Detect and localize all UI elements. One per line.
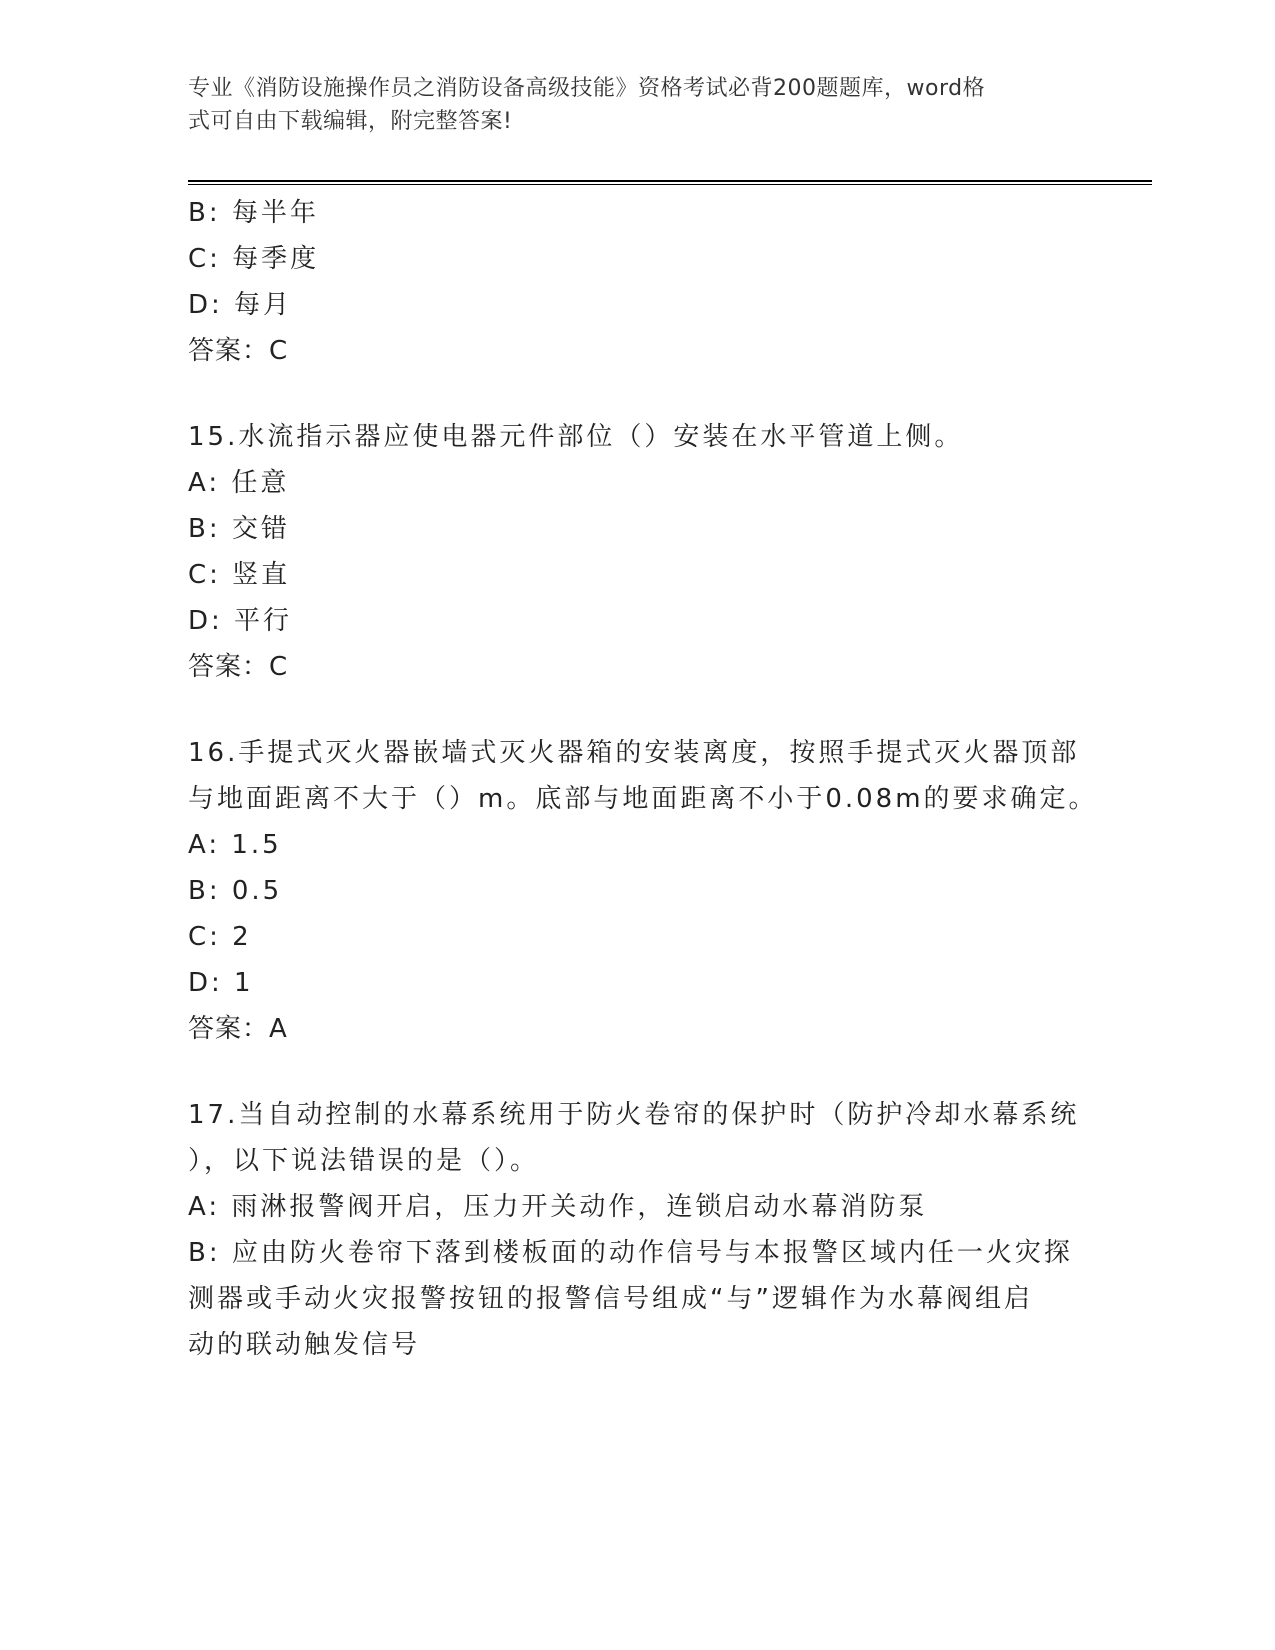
option-a: A: 任意 [188,468,290,498]
option-a: A: 1.5 [188,830,282,860]
question-16 [188,730,1098,1052]
option-c: C: 每季度 [188,244,320,274]
question-stem: 15.水流指示器应使电器元件部位（）安装在水平管道上侧。 [188,422,964,452]
answer: 答案：C [188,336,289,366]
option-d: D: 每月 [188,290,293,320]
question-stem: 与地面距离不大于（）m。底部与地面距离不小于0.08m的要求确定。 [188,784,1098,814]
header-line-1: 专业《消防设施操作员之消防设备高级技能》资格考试必背200题题库，word格 [188,76,986,101]
page-header [188,72,1068,138]
option-b: B: 0.5 [188,876,283,906]
question-17 [188,1092,1088,1368]
option-c: C: 2 [188,922,252,952]
header-line-2: 式可自由下载编辑，附完整答案! [188,109,513,134]
question-stem: ），以下说法错误的是（）。 [188,1146,540,1176]
option-d: D: 1 [188,968,254,998]
header-divider [188,180,1152,185]
question-stem: 17.当自动控制的水幕系统用于防火卷帘的保护时（防护冷却水幕系统 [188,1100,1080,1130]
spacer [188,1052,1088,1092]
spacer [188,374,1088,414]
question-15 [188,414,1088,690]
option-b-continued: 动的联动触发信号 [188,1330,421,1360]
spacer [188,690,1088,730]
answer: 答案：A [188,1014,288,1044]
answer: 答案：C [188,652,289,682]
option-a: A: 雨淋报警阀开启，压力开关动作，连锁启动水幕消防泵 [188,1192,928,1222]
question-stem: 16.手提式灭火器嵌墙式灭火器箱的安装离度，按照手提式灭火器顶部 [188,738,1080,768]
option-b: B: 应由防火卷帘下落到楼板面的动作信号与本报警区域内任一火灾探 [188,1238,1073,1268]
option-b-continued: 测器或手动火灾报警按钮的报警信号组成“与”逻辑作为水幕阀组启 [188,1284,1033,1314]
option-b: B: 交错 [188,514,290,544]
option-d: D: 平行 [188,606,293,636]
option-c: C: 竖直 [188,560,291,590]
question-content [188,190,1098,1368]
option-b: B: 每半年 [188,198,319,228]
question-14-continued [188,190,1088,374]
